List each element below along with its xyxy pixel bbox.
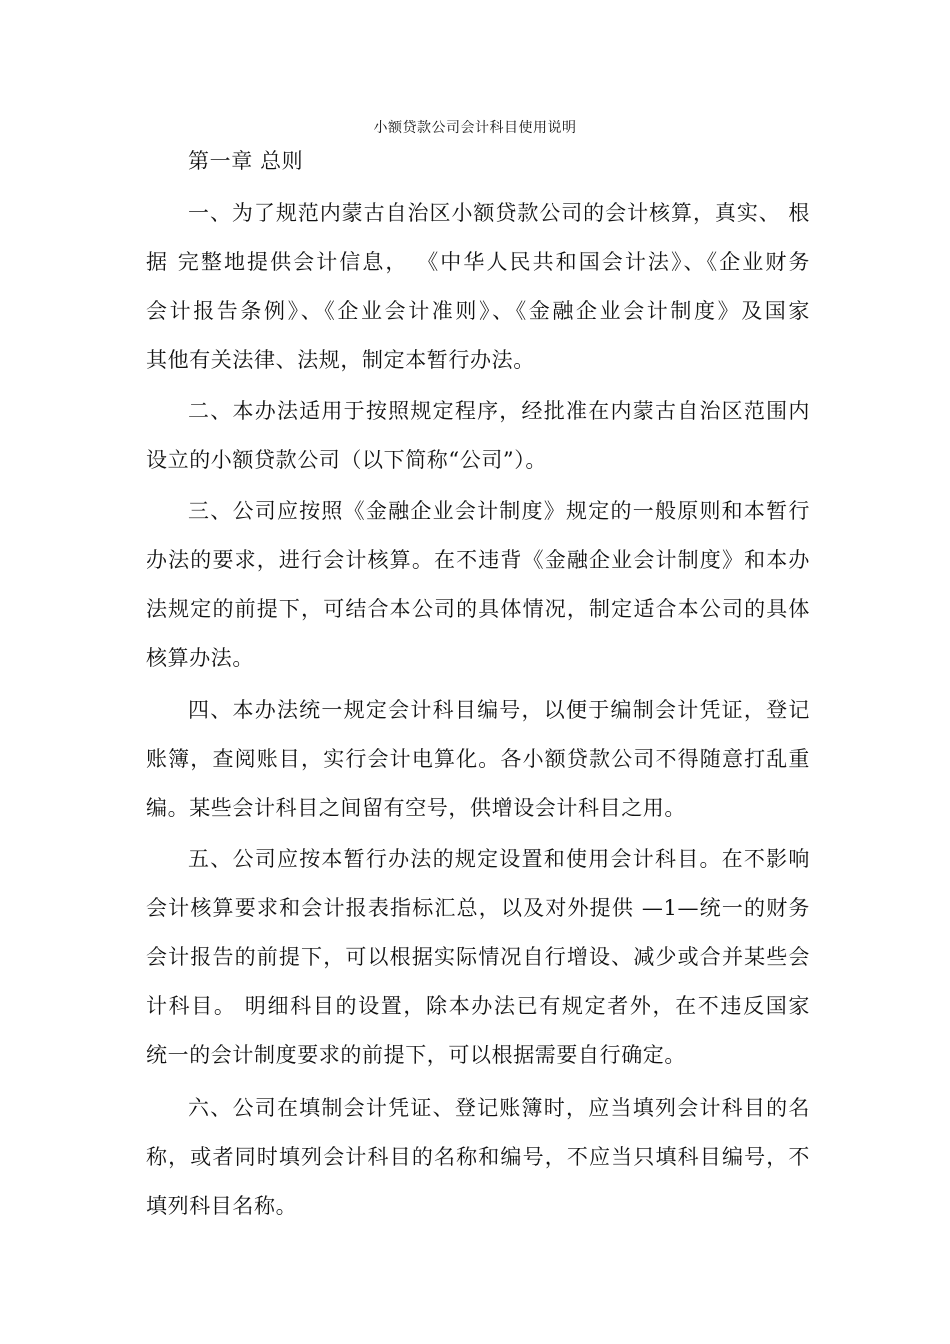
text-line: 其他有关法律、法规，制定本暂行办法。 xyxy=(146,348,535,372)
text-line: 五、公司应按本暂行办法的规定设置和使用会计科目。在不影响 xyxy=(188,847,810,871)
text-line: 填列科目名称。 xyxy=(146,1194,298,1218)
text-line: 核算办法。 xyxy=(146,646,254,670)
chapter-heading: 第一章 总则 xyxy=(188,149,304,173)
text-line: 据 完整地提供会计信息， 《中华人民共和国会计法》、《企业财务 xyxy=(146,250,810,274)
text-line: 四、本办法统一规定会计科目编号，以便于编制会计凭证，登记 xyxy=(188,698,810,722)
text-line: 会计报告条例》、《企业会计准则》、《金融企业会计制度》及国家 xyxy=(146,299,810,323)
text-line: 会计核算要求和会计报表指标汇总，以及对外提供 —1—统一的财务 xyxy=(146,896,810,920)
text-line: 账簿，查阅账目，实行会计电算化。各小额贷款公司不得随意打乱重 xyxy=(146,747,810,771)
text-line: 六、公司在填制会计凭证、登记账簿时，应当填列会计科目的名 xyxy=(188,1096,810,1120)
text-line: 三、公司应按照《金融企业会计制度》规定的一般原则和本暂行 xyxy=(188,499,810,523)
text-line: 计科目。 明细科目的设置，除本办法已有规定者外，在不违反国家 xyxy=(146,994,810,1018)
text-line: 会计报告的前提下，可以根据实际情况自行增设、减少或合并某些会 xyxy=(146,945,810,969)
text-line: 办法的要求，进行会计核算。在不违背《金融企业会计制度》和本办 xyxy=(146,548,810,572)
text-line: 称，或者同时填列会计科目的名称和编号，不应当只填科目编号，不 xyxy=(146,1145,810,1169)
text-line: 编。某些会计科目之间留有空号，供增设会计科目之用。 xyxy=(146,796,686,820)
text-line: 统一的会计制度要求的前提下，可以根据需要自行确定。 xyxy=(146,1043,686,1067)
document-title: 小额贷款公司会计科目使用说明 xyxy=(373,120,577,136)
text-line: 设立的小额贷款公司（以下简称“公司”）。 xyxy=(146,448,547,472)
text-line: 二、本办法适用于按照规定程序，经批准在内蒙古自治区范围内 xyxy=(188,399,810,423)
text-line: 一、为了规范内蒙古自治区小额贷款公司的会计核算，真实、 根 xyxy=(188,201,810,225)
text-line: 法规定的前提下，可结合本公司的具体情况，制定适合本公司的具体 xyxy=(146,597,810,621)
